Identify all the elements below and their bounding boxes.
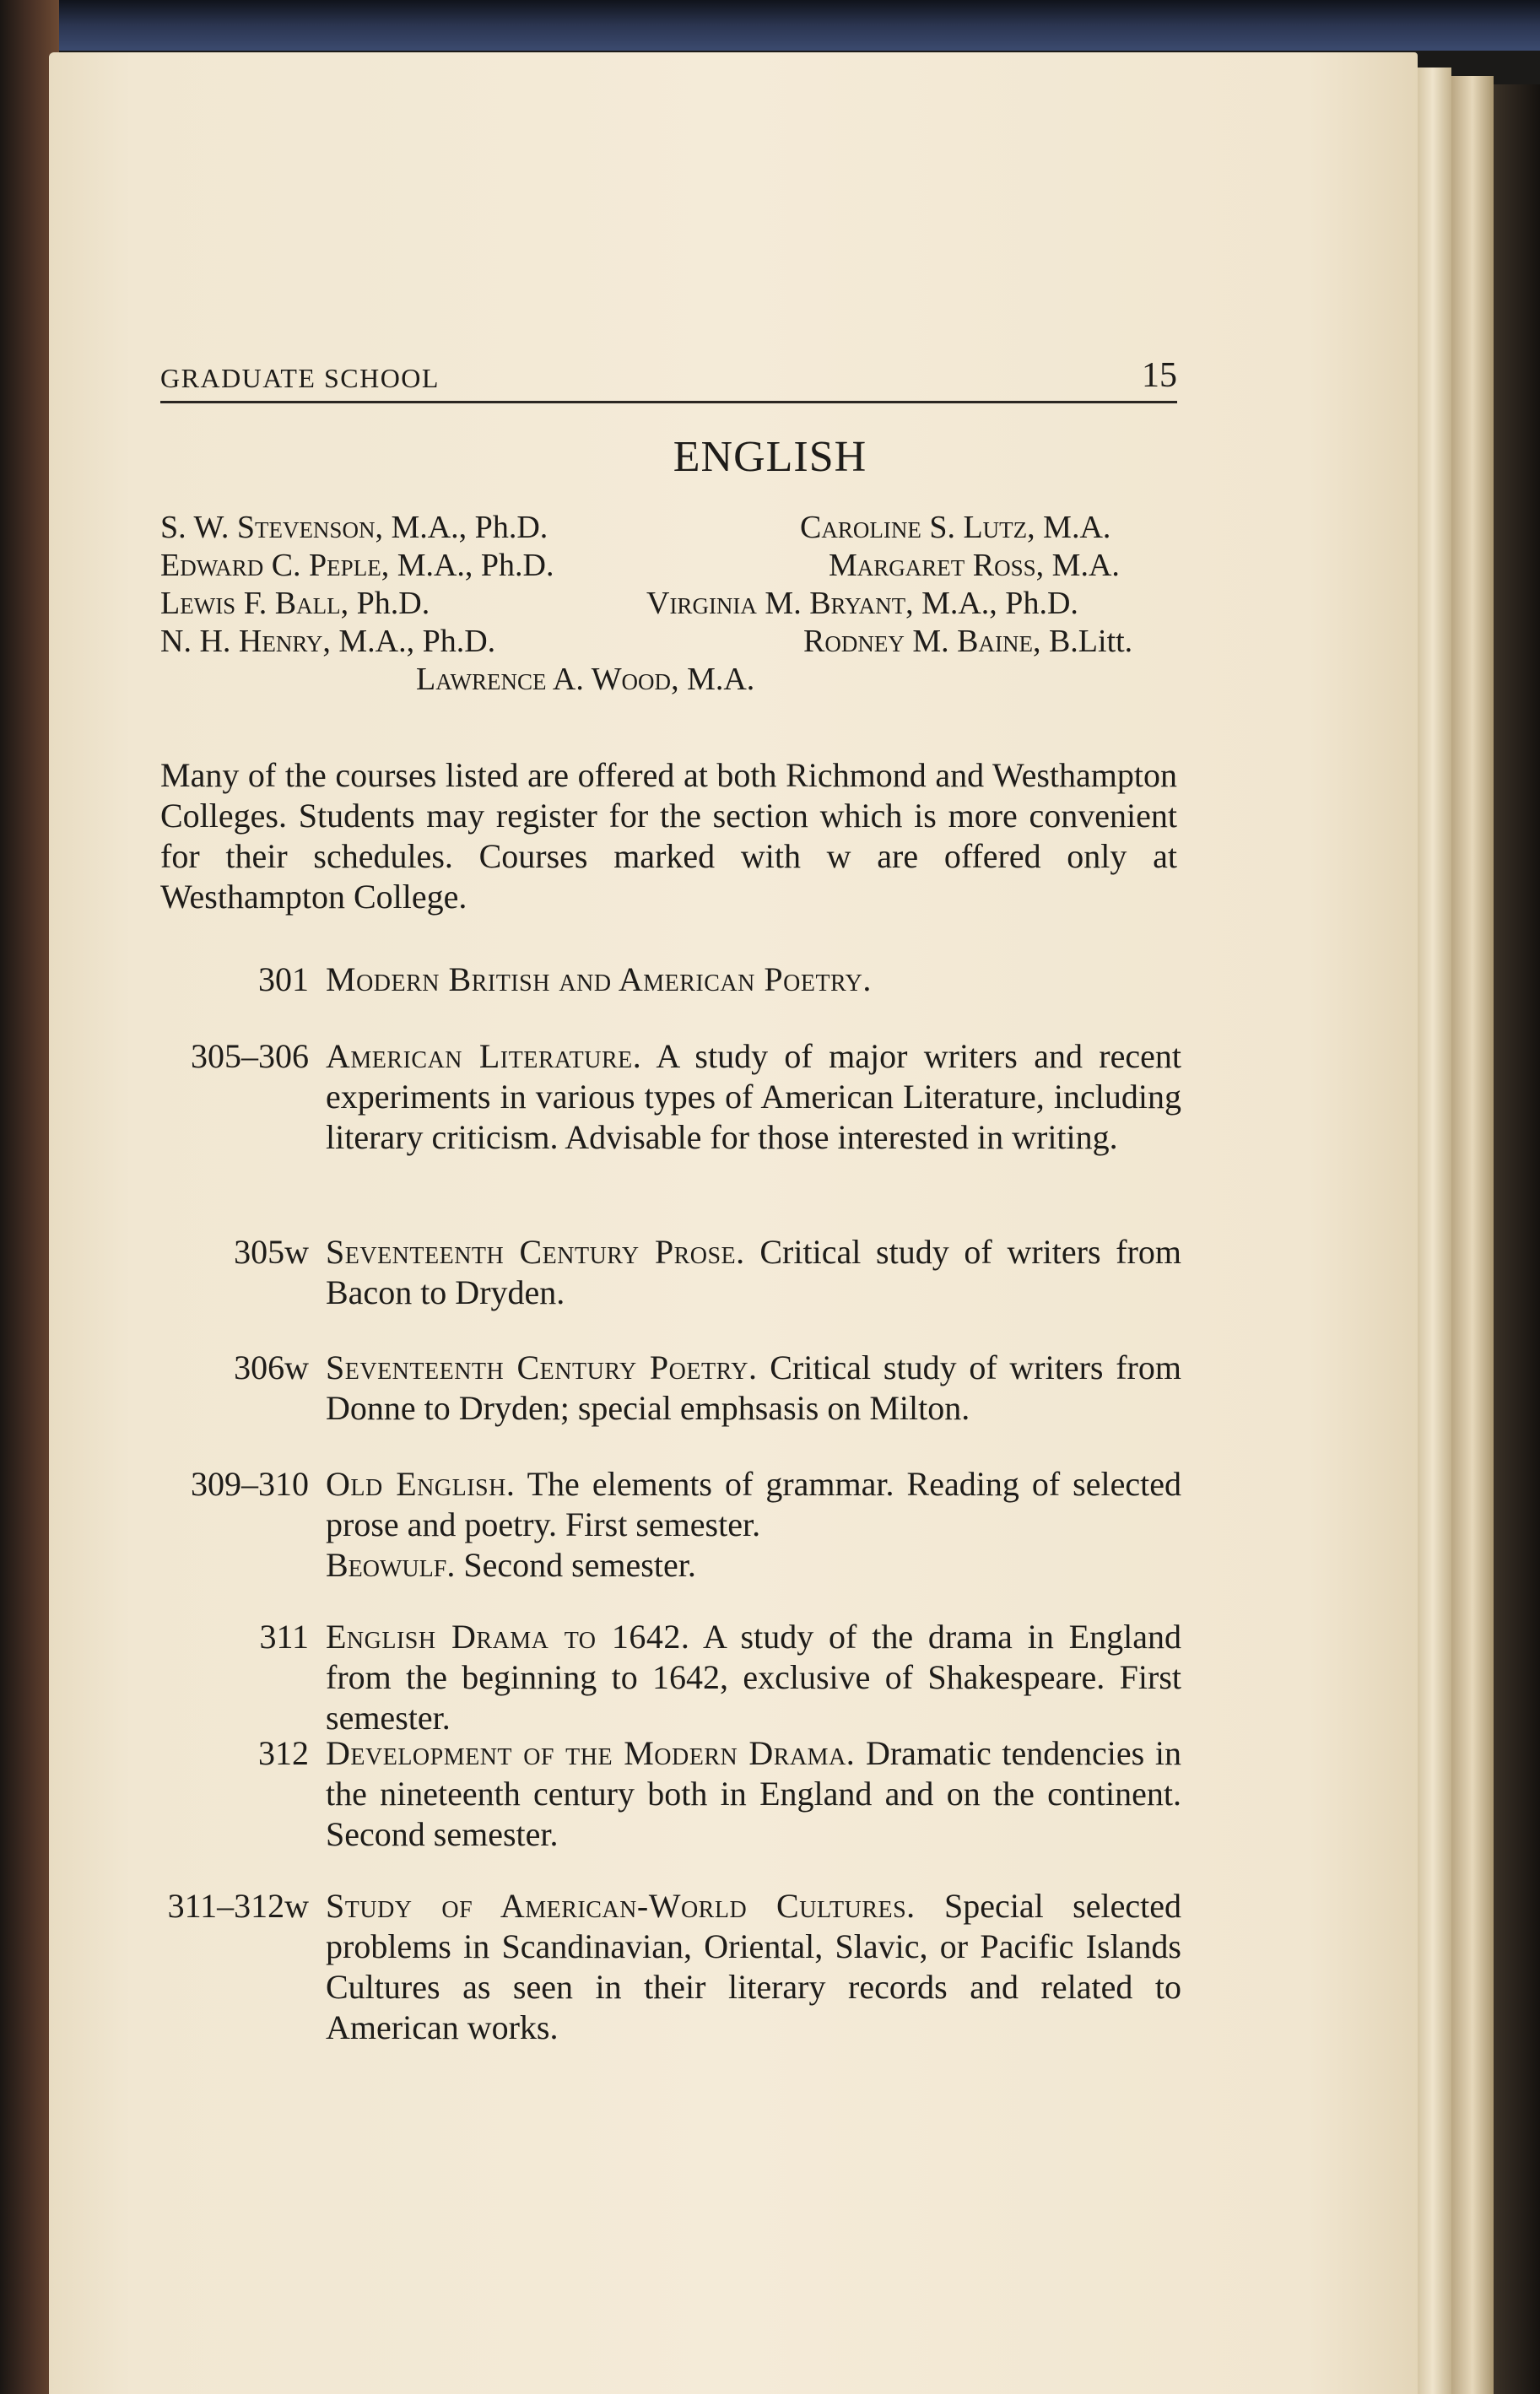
faculty-name: S. W. Stevenson [160, 510, 376, 545]
course-description: The elements of grammar. Reading of selected prose and poetry. First semester. [326, 1465, 1181, 1543]
course-title: Seventeenth Century Prose. [326, 1233, 745, 1271]
course-description: A study of major writers and recent experiments in various types of American Literature, including literary criticism. Advisable for those interested in writing. [326, 1037, 1181, 1156]
course-title: American Literature. [326, 1037, 642, 1075]
course-entry [160, 1733, 1181, 1855]
course-entry [160, 1232, 1181, 1313]
faculty-name: Rodney M. Baine [803, 624, 1033, 659]
course-number: 312 [258, 1734, 309, 1772]
course-entry [160, 1036, 1181, 1158]
course-entry [160, 959, 1181, 1000]
course-number: 309–310 [191, 1465, 309, 1503]
faculty-member [160, 623, 495, 660]
course-subtitle: Beowulf. [326, 1546, 456, 1584]
course-description: Second semester. [455, 1546, 696, 1584]
course-title: Modern British and American Poetry. [326, 960, 872, 998]
faculty-name: Lewis F. Ball [160, 586, 341, 621]
faculty-degrees: , M.A., Ph.D. [381, 548, 554, 583]
faculty-degrees: , M.A. [671, 662, 755, 697]
faculty-degrees: , M.A. [1035, 548, 1120, 583]
faculty-name: Edward C. Peple [160, 548, 381, 583]
faculty-member [803, 623, 1132, 660]
course-title: Study of American-World Cultures. [326, 1887, 916, 1925]
faculty-name: Virginia M. Bryant [646, 586, 906, 621]
course-number: 305w [234, 1233, 309, 1271]
course-number: 311 [259, 1618, 309, 1656]
faculty-degrees: , Ph.D. [340, 586, 430, 621]
course-number: 305–306 [191, 1037, 309, 1075]
course-title: Development of the Modern Drama. [326, 1734, 856, 1772]
course-entry [160, 1464, 1181, 1586]
course-entry [160, 1886, 1181, 2048]
intro-paragraph: Many of the courses listed are offered at both Richmond and Westhampton Colleges. Students may register for the section which is more convenient for their schedules. Courses marked with w are offered only at Westhampton College. [160, 756, 1177, 916]
faculty-member [160, 547, 554, 584]
course-description: Special selected problems in Scandinavian, Oriental, Slavic, or Pacific Islands Cultures as seen in their literary records and related to American works. [326, 1887, 1181, 2046]
course-title: Seventeenth Century Poetry. [326, 1348, 758, 1386]
course-entry [160, 1348, 1181, 1429]
course-description: Critical study of writers from Donne to Dryden; special emphsasis on Milton. [326, 1348, 1181, 1427]
course-entry [160, 1617, 1181, 1738]
course-number: 311–312w [167, 1887, 309, 1925]
faculty-name: Lawrence A. Wood [416, 662, 672, 697]
course-description: Dramatic tendencies in the nineteenth century both in England and on the continent. Second semester. [326, 1734, 1181, 1853]
course-description: Critical study of writers from Bacon to Dryden. [326, 1233, 1181, 1311]
course-title: English Drama to 1642. [326, 1618, 690, 1656]
book-cover-edge [1494, 84, 1540, 2394]
course-number: 306w [234, 1348, 309, 1386]
faculty-member [160, 585, 430, 622]
page-edge [1451, 76, 1494, 2394]
faculty-name: N. H. Henry [160, 624, 323, 659]
running-header [160, 356, 1177, 403]
course-number: 301 [258, 960, 309, 998]
running-title: GRADUATE SCHOOL [160, 363, 440, 393]
faculty-member [800, 509, 1110, 546]
department-title: ENGLISH [673, 433, 867, 481]
faculty-member [416, 661, 754, 698]
faculty-member [160, 509, 548, 546]
binding-top-strip [0, 0, 1540, 51]
page-number: 15 [1142, 356, 1177, 395]
course-description: A study of the drama in England from the beginning to 1642, exclusive of Shakespeare. First semester. [326, 1618, 1181, 1737]
faculty-name: Caroline S. Lutz [800, 510, 1028, 545]
faculty-degrees: , M.A. [1027, 510, 1111, 545]
course-title: Old English. [326, 1465, 516, 1503]
page-edge [1418, 68, 1451, 2394]
faculty-degrees: , M.A., Ph.D. [375, 510, 548, 545]
faculty-member [646, 585, 1078, 622]
faculty-degrees: , M.A., Ph.D. [322, 624, 496, 659]
faculty-name: Margaret Ross [829, 548, 1036, 583]
faculty-degrees: , M.A., Ph.D. [905, 586, 1078, 621]
faculty-degrees: , B.Litt. [1032, 624, 1133, 659]
faculty-member [829, 547, 1120, 584]
